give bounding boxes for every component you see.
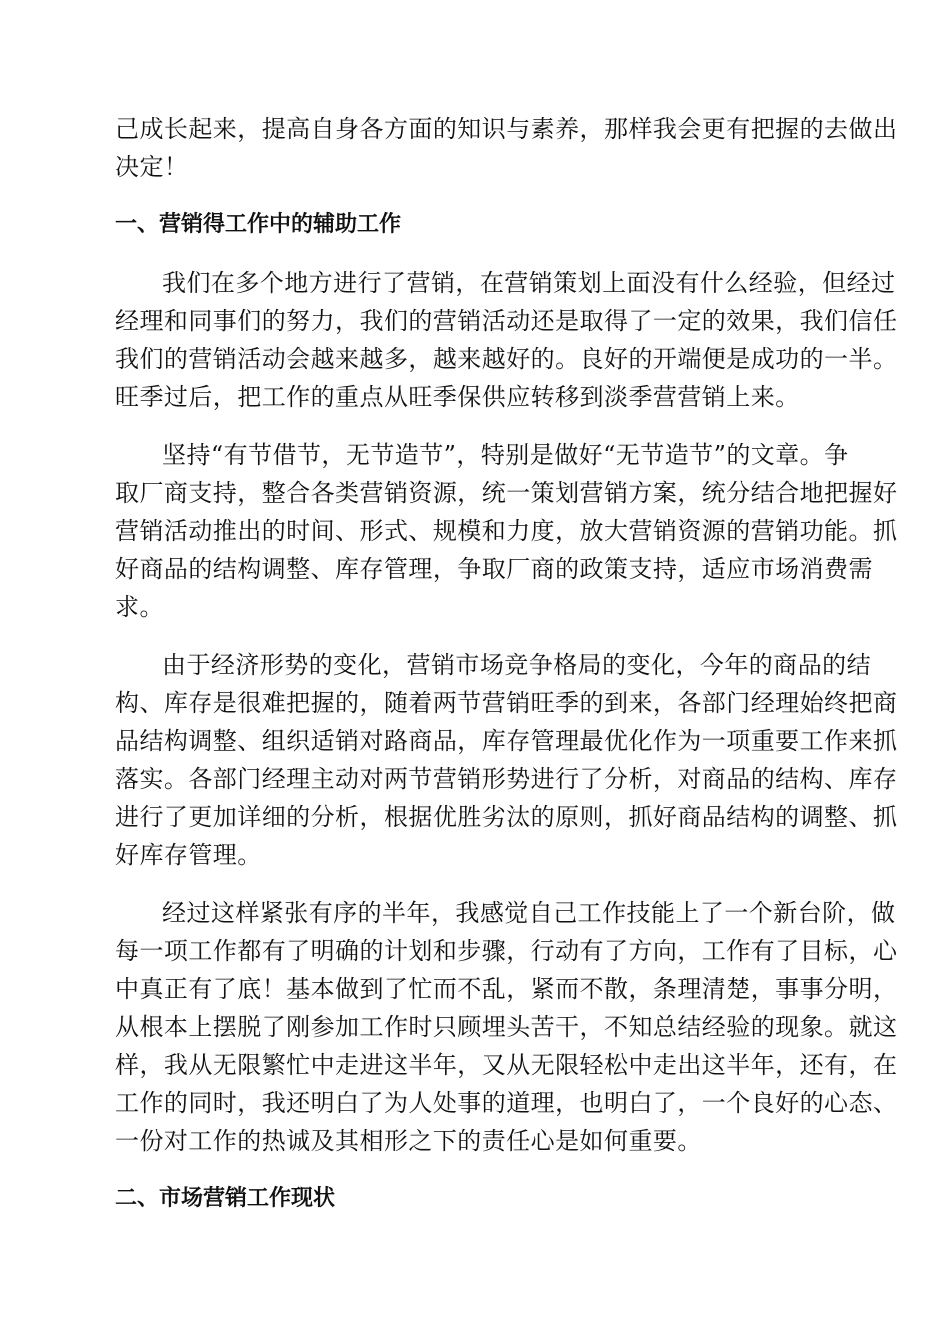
text-line: 坚持“有节借节，无节造节”，特别是做好“无节造节”的文章。争 <box>162 441 849 469</box>
paragraph-2 <box>115 436 898 626</box>
text-line: 求。 <box>115 593 164 621</box>
paragraph-intro <box>115 110 898 186</box>
text-line: 每一项工作都有了明确的计划和步骤，行动有了方向，工作有了目标，心 <box>115 937 898 965</box>
text-line: 旺季过后，把工作的重点从旺季保供应转移到淡季营营销上来。 <box>115 383 800 411</box>
text-line: 由于经济形势的变化，营销市场竞争格局的变化，今年的商品的结 <box>162 651 872 679</box>
text-line: 好库存管理。 <box>115 841 262 869</box>
text-line: 从根本上摆脱了刚参加工作时只顾埋头苦干，不知总结经验的现象。就这 <box>115 1013 898 1041</box>
text-line: 一份对工作的热诚及其相形之下的责任心是如何重要。 <box>115 1127 702 1155</box>
text-line: 进行了更加详细的分析，根据优胜劣汰的原则，抓好商品结构的调整、抓 <box>115 803 898 831</box>
paragraph-1 <box>115 264 898 416</box>
text-line: 经过这样紧张有序的半年，我感觉自己工作技能上了一个新台阶，做 <box>162 899 896 927</box>
paragraph-3 <box>115 646 898 874</box>
text-line: 样，我从无限繁忙中走进这半年，又从无限轻松中走出这半年，还有，在 <box>115 1051 898 1079</box>
text-line: 己成长起来，提高自身各方面的知识与素养，那样我会更有把握的去做出 <box>115 115 898 143</box>
section-heading-2: 二、市场营销工作现状 <box>115 1186 336 1211</box>
document-page <box>115 110 898 1218</box>
text-line: 我们的营销活动会越来越多，越来越好的。良好的开端便是成功的一半。 <box>115 345 898 373</box>
text-line: 落实。各部门经理主动对两节营销形势进行了分析，对商品的结构、库存 <box>115 765 898 793</box>
text-line: 我们在多个地方进行了营销，在营销策划上面没有什么经验，但经过 <box>162 269 896 297</box>
text-line: 取厂商支持，整合各类营销资源，统一策划营销方案，统分结合地把握好 <box>115 479 898 507</box>
text-line: 构、库存是很难把握的，随着两节营销旺季的到来，各部门经理始终把商 <box>115 689 898 717</box>
paragraph-4 <box>115 894 898 1160</box>
text-line: 工作的同时，我还明白了为人处事的道理，也明白了，一个良好的心态、 <box>115 1089 898 1117</box>
text-line: 中真正有了底！基本做到了忙而不乱，紧而不散，条理清楚，事事分明， <box>115 975 898 1003</box>
section-heading-1: 一、营销得工作中的辅助工作 <box>115 212 402 237</box>
text-line: 决定！ <box>115 153 189 181</box>
text-line: 好商品的结构调整、库存管理，争取厂商的政策支持，适应市场消费需 <box>115 555 873 583</box>
text-line: 营销活动推出的时间、形式、规模和力度，放大营销资源的营销功能。抓 <box>115 517 898 545</box>
text-line: 品结构调整、组织适销对路商品，库存管理最优化作为一项重要工作来抓 <box>115 727 898 755</box>
text-line: 经理和同事们的努力，我们的营销活动还是取得了一定的效果，我们信任 <box>115 307 898 335</box>
